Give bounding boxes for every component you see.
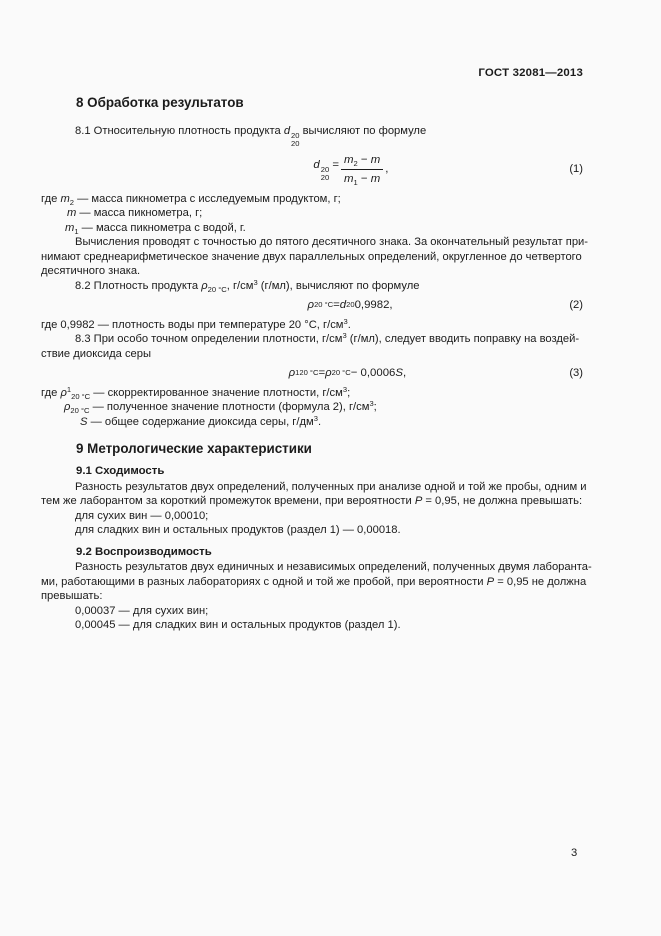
repeatability-para-line-1: Разность результатов двух определений, полученных при анализе одной и той же пробы, одним и xyxy=(75,480,587,493)
where-1-line-1: где $m_2$ — масса пикнометра с исследуемым продуктом, г; xyxy=(41,192,341,207)
formula-1 xyxy=(313,153,388,187)
reproducibility-para-line-2: ми, работающими в разных лабораториях с одной и той же пробой, при вероятности P = 0,95 не должна xyxy=(41,575,587,588)
where-1-line-2: m — масса пикнометра, г; xyxy=(67,207,203,219)
repeatability-item-2: для сладких вин и остальных продуктов (раздел 1) — 0,00018. xyxy=(75,524,401,536)
formula-2-label: (2) xyxy=(569,299,583,311)
spacer xyxy=(393,298,583,313)
formula-1-tail: , xyxy=(385,163,389,176)
formula-2: ρ 20 °C = d 20 0,9982, xyxy=(307,299,393,311)
page-number: 3 xyxy=(571,847,578,859)
formula-3-row xyxy=(41,366,583,381)
where-1-line-3: $m_1$ — масса пикнометра с водой, г. xyxy=(65,221,246,236)
section-9-title: 9 Метрологические характеристики xyxy=(76,441,312,456)
where-3-line-2: $\rho_{20 ^\circ C}$ — полученное значение плотности (формула 2), $г/см^3$; xyxy=(64,399,377,415)
reproducibility-para-line-3: превышать: xyxy=(41,590,103,602)
para-accuracy-line-2: нимают среднеарифметическое значение двух параллельных определений, округленное до четвертого xyxy=(41,250,582,263)
where-2-line-1: где 0,9982 — плотность воды при температуре 20 °C, $г/см^3$. xyxy=(41,316,351,331)
repeatability-item-1: для сухих вин — 0,00010; xyxy=(75,509,209,522)
formula-2-row xyxy=(41,298,583,313)
spacer xyxy=(388,162,583,177)
formula-3: ρ 1 20 °C = ρ 20 °C − 0,0006 S , xyxy=(288,367,407,379)
para-8-1: 8.1 Относительную плотность продукта d 20 20 вычисляют по формуле xyxy=(75,124,427,148)
reproducibility-para-line-1: Разность результатов двух единичных и независимых определений, полученных двумя лаборанта- xyxy=(75,561,592,573)
section-8-title: 8 Обработка результатов xyxy=(76,94,244,110)
para-accuracy-line-3: десятичного знака. xyxy=(41,265,141,277)
doc-header: ГОСТ 32081—2013 xyxy=(478,67,583,79)
para-8-3-line-1: 8.3 При особо точном определении плотности, $г/см^3$ (г/мл), следует вводить поправку на воздей- xyxy=(75,331,580,345)
reproducibility-item-2: 0,00045 — для сладких вин и остальных продуктов (раздел 1). xyxy=(75,619,401,631)
reproducibility-item-1: 0,00037 — для сухих вин; xyxy=(75,604,209,617)
para-8-2: 8.2 Плотность продукта $\rho_{20 ^\circ C}$, $г/см^3$ (г/мл), вычисляют по формуле xyxy=(75,277,420,294)
section-9-1-title: 9.1 Сходимость xyxy=(76,465,165,477)
where-3-line-3: S — общее содержание диоксида серы, $г/дм^3$. xyxy=(80,413,322,428)
repeatability-para-line-2: тем же лаборантом за короткий промежуток времени, при вероятности P = 0,95, не должна превышать: xyxy=(41,495,583,507)
formula-1-fraction xyxy=(341,153,383,187)
formula-1-row xyxy=(41,153,583,187)
where-3-line-1: где $\rho^1_{20 ^\circ C}$ — скорректированное значение плотности, $г/см^3$; xyxy=(41,384,351,401)
para-accuracy-line-1: Вычисления проводят с точностью до пятого десятичного знака. За окончательный результат при- xyxy=(75,236,589,248)
formula-1-lhs: d 20 20 = xyxy=(313,158,340,182)
fraction-denominator: $m_1 - m$ xyxy=(344,173,381,187)
formula-1-label: (1) xyxy=(569,163,583,176)
formula-3-label: (3) xyxy=(569,367,583,379)
spacer xyxy=(406,366,583,381)
section-9-2-title: 9.2 Воспроизводимость xyxy=(76,545,212,558)
para-8-3-line-2: ствие диоксида серы xyxy=(41,347,152,360)
fraction-numerator: $m_2 - m$ xyxy=(341,153,383,171)
